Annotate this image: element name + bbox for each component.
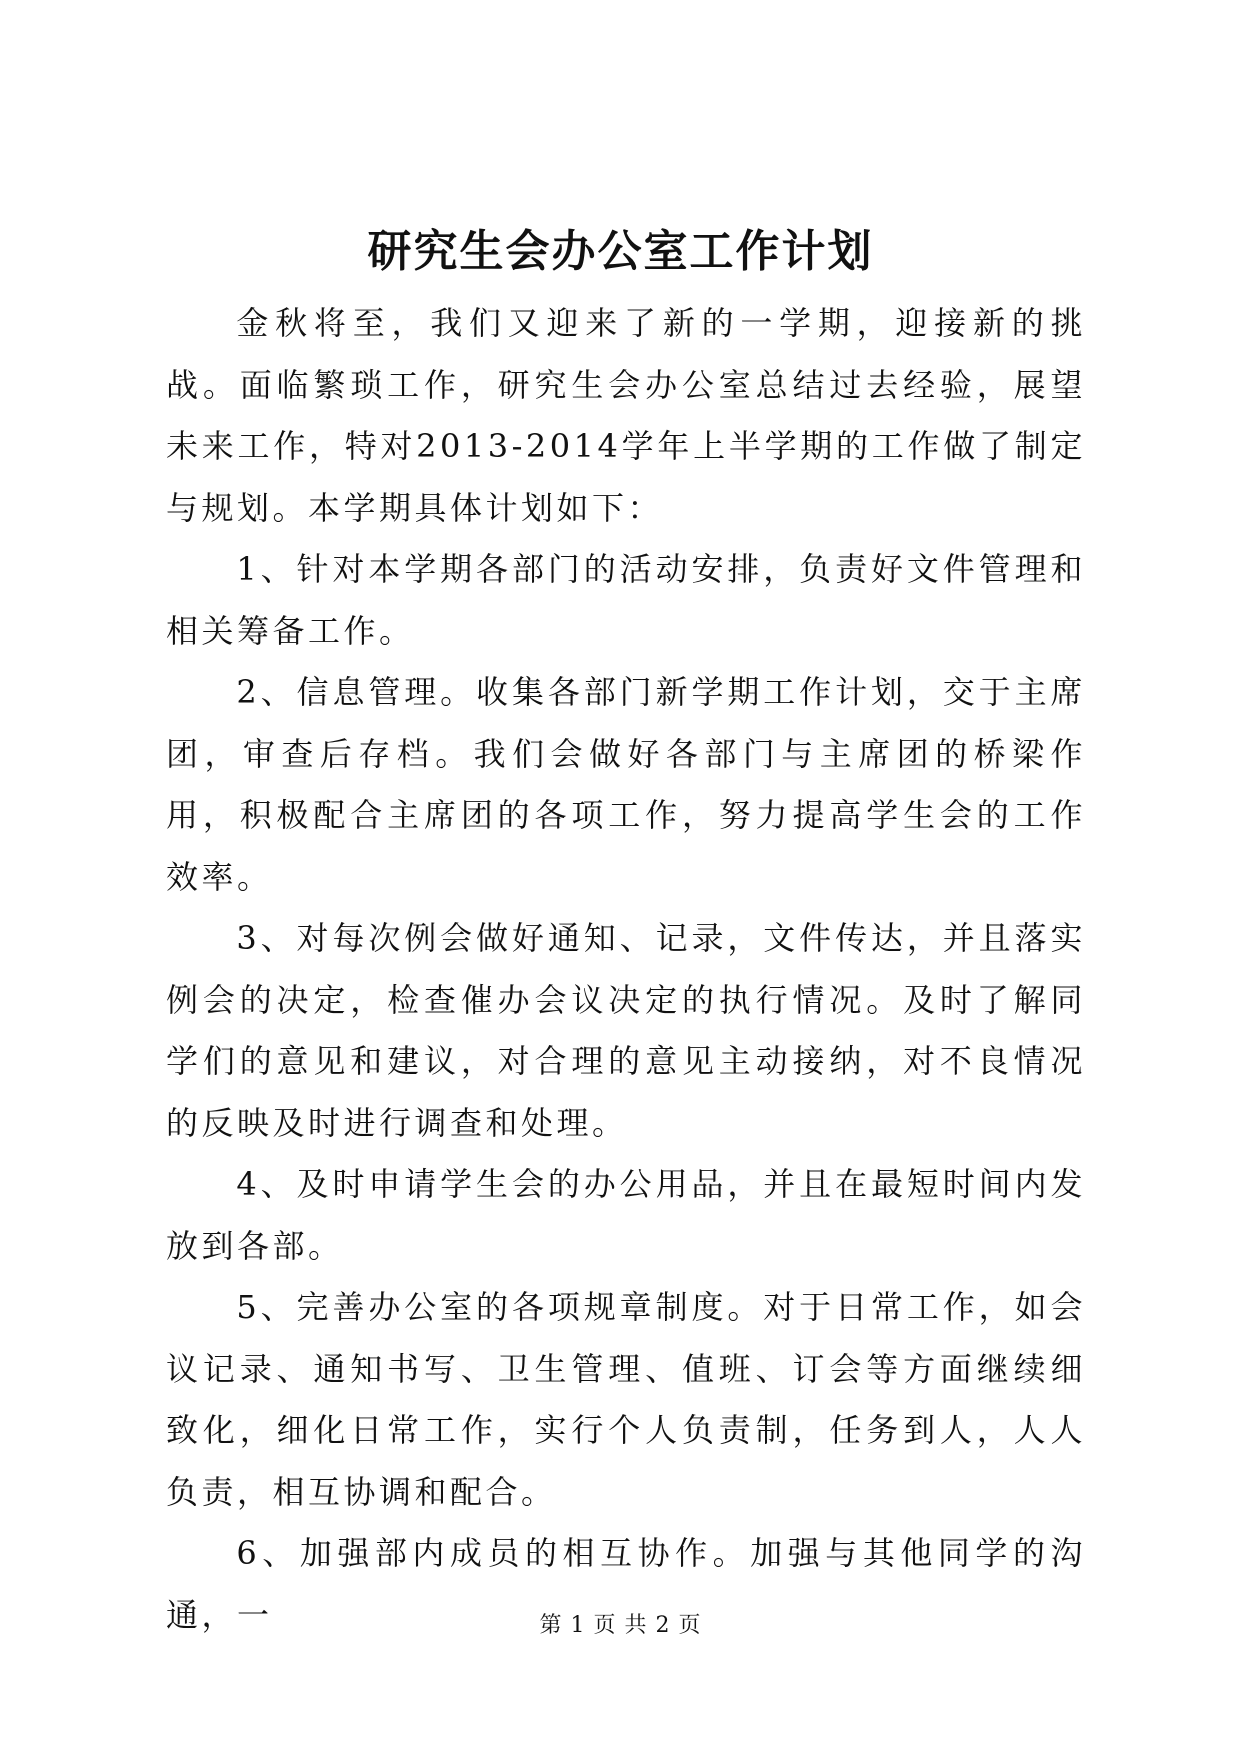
paragraph-item-6: 6、加强部内成员的相互协作。加强与其他同学的沟通，一 — [166, 1534, 1086, 1634]
paragraph-item-4: 4、及时申请学生会的办公用品，并且在最短时间内发放到各部。 — [166, 1165, 1086, 1265]
document-title: 研究生会办公室工作计划 — [367, 226, 874, 277]
paragraph-item-2: 2、信息管理。收集各部门新学期工作计划，交于主席团，审查后存档。我们会做好各部门与主席团的桥梁作用，积极配合主席团的各项工作，努力提高学生会的工作效率。 — [166, 673, 1086, 896]
paragraph-item-5: 5、完善办公室的各项规章制度。对于日常工作，如会议记录、通知书写、卫生管理、值班、订会等方面继续细致化，细化日常工作，实行个人负责制，任务到人，人人负责，相互协调和配合。 — [166, 1288, 1086, 1511]
document-body — [166, 293, 1086, 1646]
paragraph-item-1: 1、针对本学期各部门的活动安排，负责好文件管理和相关筹备工作。 — [166, 550, 1086, 650]
page-number-footer: 第 1 页 共 2 页 — [539, 1613, 702, 1638]
paragraph-intro: 金秋将至，我们又迎来了新的一学期，迎接新的挑战。面临繁琐工作，研究生会办公室总结过去经验，展望未来工作，特对2013-2014学年上半学期的工作做了制定与规划。本学期具体计划如下： — [166, 304, 1086, 527]
paragraph-item-3: 3、对每次例会做好通知、记录，文件传达，并且落实例会的决定，检查催办会议决定的执行情况。及时了解同学们的意见和建议，对合理的意见主动接纳，对不良情况的反映及时进行调查和处理。 — [166, 919, 1086, 1142]
